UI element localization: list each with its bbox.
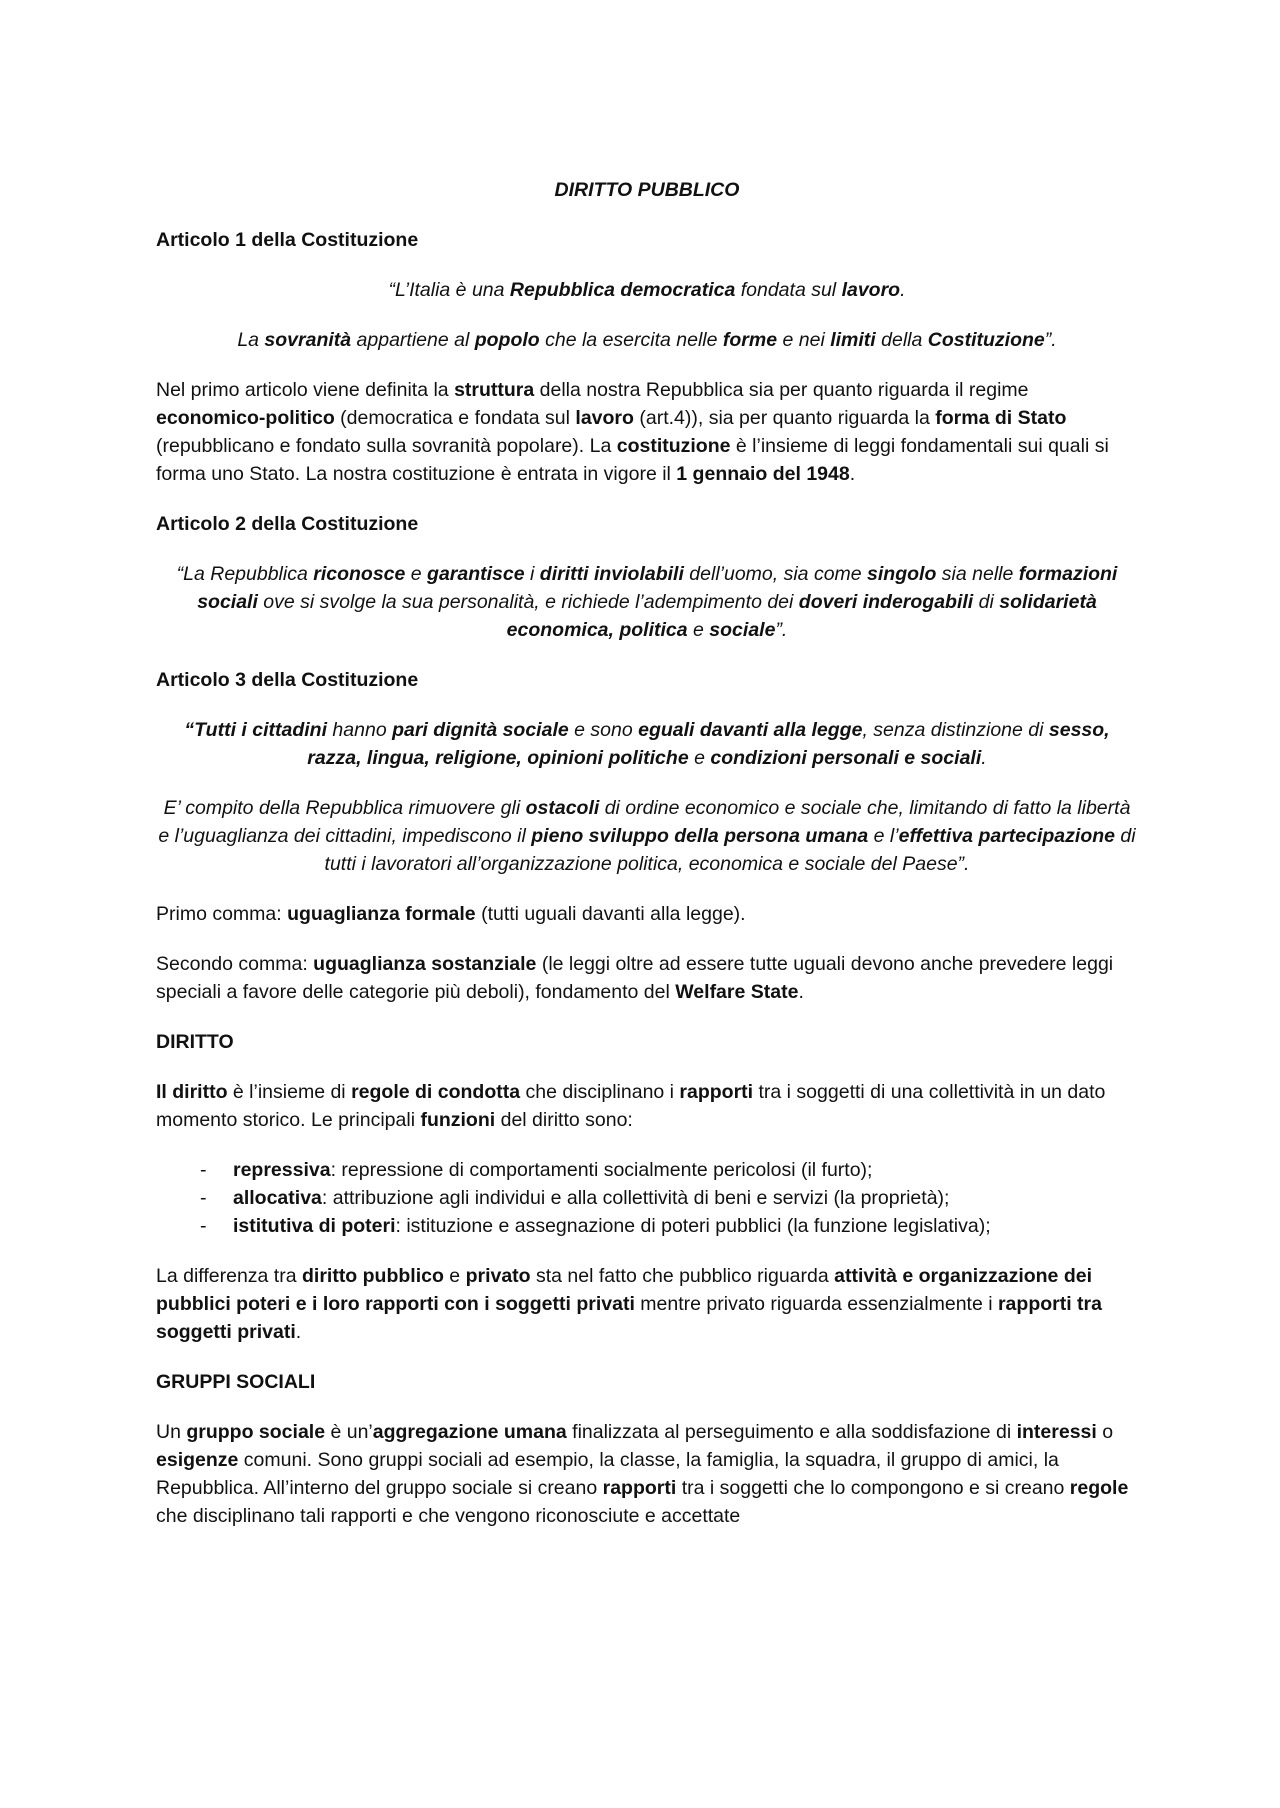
heading-articolo-1: Articolo 1 della Costituzione [156,229,419,251]
funzioni-list [156,1156,1138,1240]
heading-gruppi-sociali: GRUPPI SOCIALI [156,1371,316,1393]
art3-quote-1: “Tutti i cittadini hanno pari dignità sociale e sono eguali davanti alla legge, senza distinzione di sesso, razza, lingua, religione, opinioni politiche e condizioni personali e sociali. [184,719,1110,769]
secondo-comma: Secondo comma: uguaglianza sostanziale (le leggi oltre ad essere tutte uguali devono anche prevedere leggi speciali a favore delle categorie più deboli), fondamento del Welfare State. [156,953,1114,1003]
list-item: - istitutiva di poteri: istituzione e assegnazione di poteri pubblici (la funzione legislativa); [200,1212,1138,1240]
document-page [156,176,1138,1552]
gruppi-paragraph: Un gruppo sociale è un’aggregazione umana finalizzata al perseguimento e alla soddisfazione di interessi o esigenze comuni. Sono gruppi sociali ad esempio, la classe, la famiglia, la squadra, il gruppo di amici, la Repubblica. All’interno del gruppo sociale si creano rapporti tra i soggetti che lo compongono e si creano regole che disciplinano tali rapporti e che vengono riconosciute e accettate [156,1421,1129,1527]
heading-diritto: DIRITTO [156,1031,234,1053]
art1-paragraph: Nel primo articolo viene definita la struttura della nostra Repubblica sia per quanto riguarda il regime economico-politico (democratica e fondata sul lavoro (art.4)), sia per quanto riguarda la forma di Stato (repubblicano e fondato sulla sovranità popolare). La costituzione è l’insieme di leggi fondamentali sui quali si forma uno Stato. La nostra costituzione è entrata in vigore il 1 gennaio del 1948. [156,379,1109,485]
dash-bullet: - [200,1187,207,1209]
primo-comma: Primo comma: uguaglianza formale (tutti uguali davanti alla legge). [156,903,746,925]
dash-bullet: - [200,1215,207,1237]
list-item: - repressiva: repressione di comportamenti socialmente pericolosi (il furto); [200,1156,1138,1184]
list-item: - allocativa: attribuzione agli individui e alla collettività di beni e servizi (la proprietà); [200,1184,1138,1212]
diritto-paragraph: Il diritto è l’insieme di regole di condotta che disciplinano i rapporti tra i soggetti di una collettività in un dato momento storico. Le principali funzioni del diritto sono: [156,1081,1106,1131]
art2-quote: “La Repubblica riconosce e garantisce i diritti inviolabili dell’uomo, sia come singolo sia nelle formazioni sociali ove si svolge la sua personalità, e richiede l’adempimento dei doveri inderogabili di solidarietà economica, politica e sociale”. [176,563,1118,641]
art3-quote-2: E’ compito della Repubblica rimuovere gli ostacoli di ordine economico e sociale che, limitando di fatto la libertà e l’uguaglianza dei cittadini, impediscono il pieno sviluppo della persona umana e l’effettiva partecipazione di tutti i lavoratori all’organizzazione politica, economica e sociale del Paese”. [158,797,1136,875]
dash-bullet: - [200,1159,207,1181]
art1-quote-2: La sovranità appartiene al popolo che la esercita nelle forme e nei limiti della Costituzione”. [237,329,1057,351]
heading-articolo-3: Articolo 3 della Costituzione [156,669,419,691]
art1-quote-1: “L’Italia è una Repubblica democratica fondata sul lavoro. [388,279,906,301]
heading-articolo-2: Articolo 2 della Costituzione [156,513,419,535]
differenza-paragraph: La differenza tra diritto pubblico e privato sta nel fatto che pubblico riguarda attività e organizzazione dei pubblici poteri e i loro rapporti con i soggetti privati mentre privato riguarda essenzialmente i rapporti tra soggetti privati. [156,1265,1102,1343]
document-title: DIRITTO PUBBLICO [554,179,740,201]
